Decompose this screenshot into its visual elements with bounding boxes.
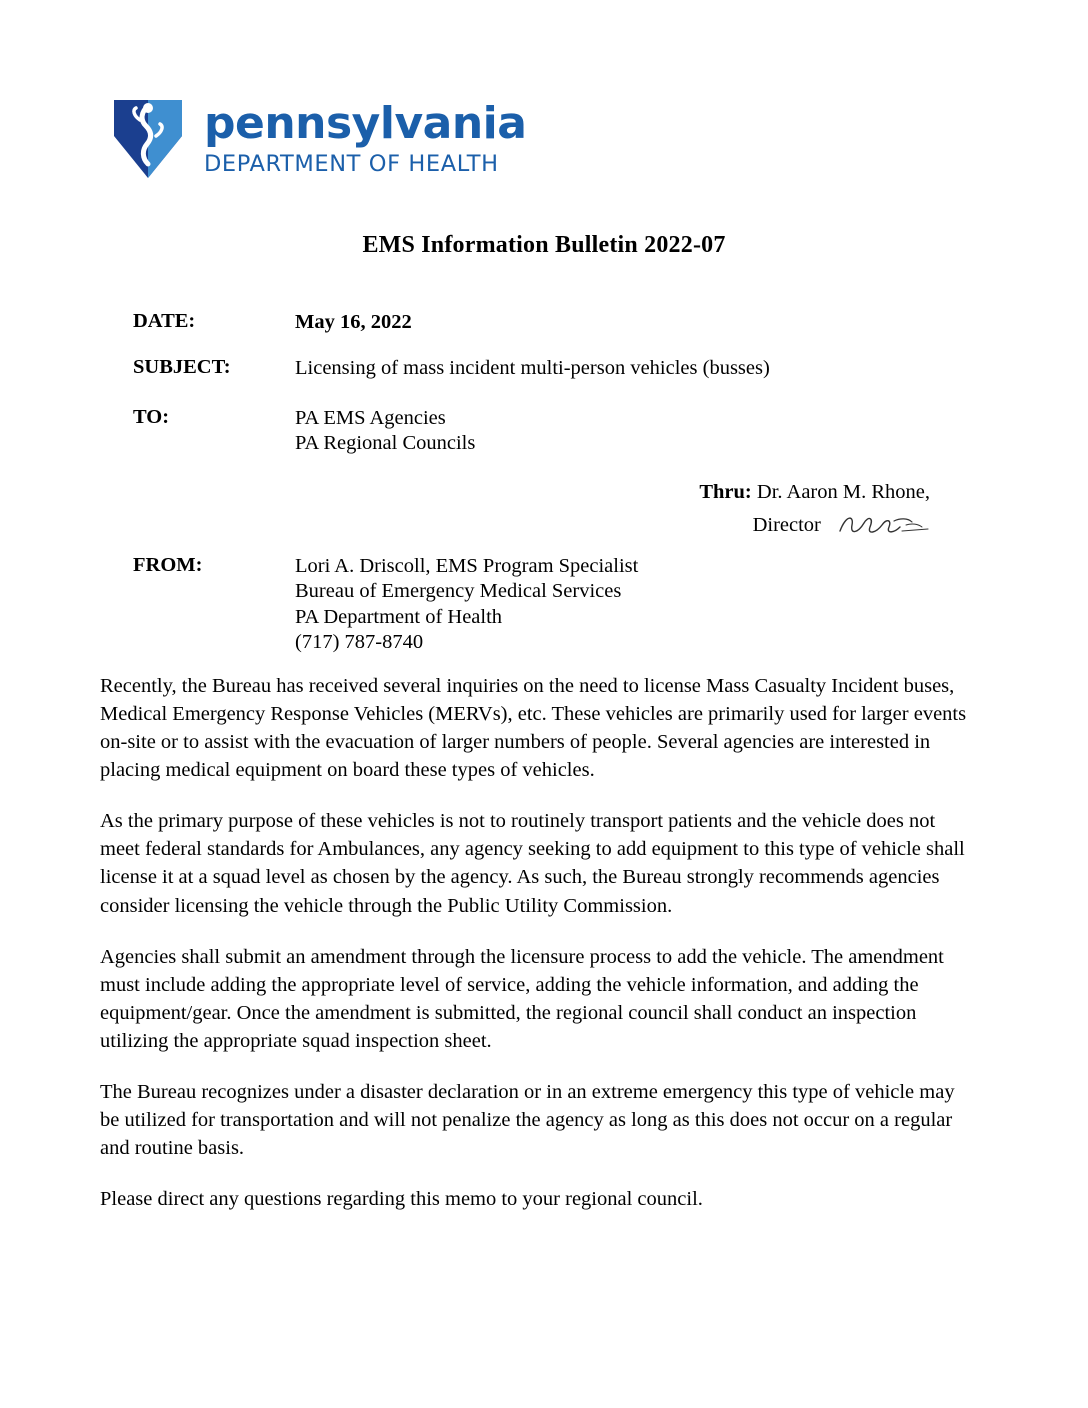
meta-label-date: DATE: [133,310,196,332]
thru-label: Thru: [699,481,752,503]
meta-row-subject [133,356,993,381]
paragraph-1: Recently, the Bureau has received several inquiries on the need to license Mass Casualty Incident buses, Medical Emergency Response Vehicles (MERVs), etc. These vehicles are primarily used for larger events on-site or to assist with the evacuation of larger numbers of people. Several agencies are interested in placing medical equipment on board these types of vehicles. [100,675,967,782]
from-block [133,554,993,677]
to-line-1: PA EMS Agencies [295,406,446,429]
director-role: Director [752,513,821,536]
from-line-1: Lori A. Driscoll, EMS Program Specialist [295,555,639,577]
meta-value-date: May 16, 2022 [295,311,412,333]
meta-value-to [295,406,475,457]
from-line-3: PA Department of Health [295,605,503,628]
document-meta [133,310,993,478]
page-title: EMS Information Bulletin 2022-07 [362,232,726,258]
thru-block [699,477,930,541]
meta-value-from [295,554,638,656]
from-line-2: Bureau of Emergency Medical Services [295,580,622,603]
meta-row-to [133,406,993,457]
to-line-2: PA Regional Councils [295,432,476,455]
agency-logo [100,92,526,188]
body-copy [100,672,978,1236]
thru-name: Dr. Aaron M. Rhone, [756,481,930,503]
paragraph-4: The Bureau recognizes under a disaster declaration or in an extreme emergency this type of vehicle may be utilized for transportation and will not penalize the agency as long as this does not occur on a regular and routine basis. [100,1080,955,1160]
logo-wordmark [204,92,526,176]
paragraph-2: As the primary purpose of these vehicles is not to routinely transport patients and the vehicle does not meet federal standards for Ambulances, any agency seeking to add equipment to this type of vehicle shall license it at a squad level as chosen by the agency. As such, the Bureau strongly recommends agencies consider licensing the vehicle through the Public Utility Commission. [100,810,965,917]
meta-label-subject: SUBJECT: [133,356,231,379]
director-line [699,510,930,541]
meta-label-to: TO: [133,405,170,428]
paragraph-5: Please direct any questions regarding this memo to your regional council. [100,1188,703,1211]
logo-subtitle: DEPARTMENT OF HEALTH [204,151,499,177]
meta-row-date [133,310,993,335]
meta-label-from: FROM: [133,554,203,576]
keystone-caduceus-icon [100,92,196,188]
meta-row-from [133,554,993,656]
logo-title: pennsylvania [204,98,527,149]
signature-image [836,513,928,539]
thru-line [699,477,930,508]
meta-value-subject: Licensing of mass incident multi-person vehicles (busses) [295,357,770,380]
from-line-4: (717) 787-8740 [295,631,424,654]
paragraph-3: Agencies shall submit an amendment through the licensure process to add the vehicle. The amendment must include adding the appropriate level of service, adding the vehicle information, and adding the equipment/gear. Once the amendment is submitted, the regional council shall conduct an inspection utilizing the appropriate squad inspection sheet. [100,945,944,1052]
